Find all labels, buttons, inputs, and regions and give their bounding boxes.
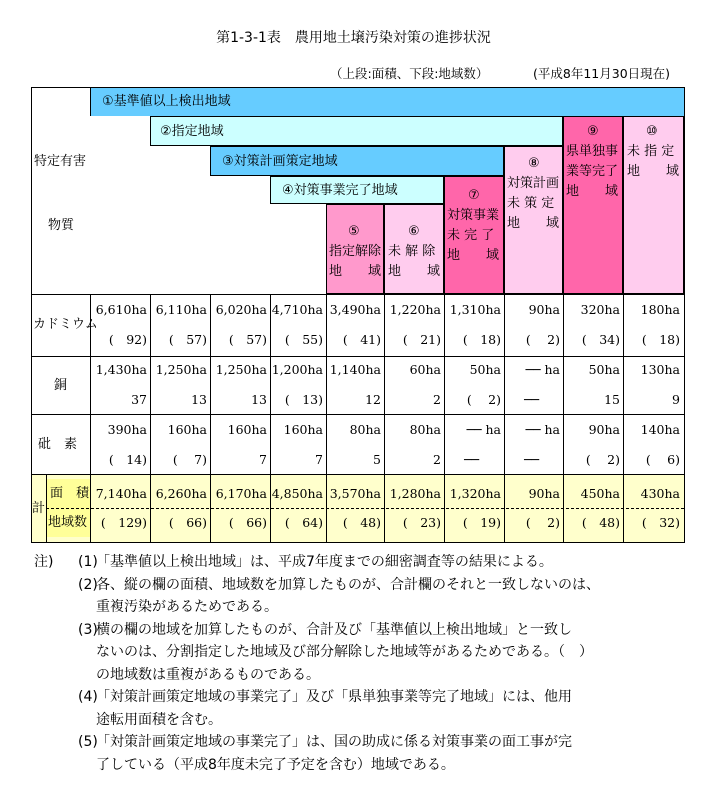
copper-count-10: 9 <box>672 392 680 407</box>
arsenic-area-9: 90ha <box>588 422 620 437</box>
substance-header-2: 物質 <box>48 218 75 233</box>
copper-area-10: 130ha <box>640 362 680 377</box>
total-count-9: ( 48) <box>581 515 620 530</box>
cadmium-area-6: 1,220ha <box>389 302 441 317</box>
note-2 <box>34 574 694 619</box>
cadmium-area-5: 3,490ha <box>329 302 381 317</box>
page-title: 第1-3-1表 農用地土壌汚染対策の進捗状況 <box>216 30 491 46</box>
cadmium-count-3: ( 57) <box>228 332 267 347</box>
header-9-box <box>563 116 623 294</box>
as-of-date: (平成8年11月30日現在) <box>533 66 671 81</box>
copper-count-5: 12 <box>365 392 381 407</box>
header-1: ①基準値以上検出地域 <box>102 94 231 109</box>
copper-area-1: 1,430ha <box>95 362 147 377</box>
arsenic-count-10: ( 6) <box>645 452 680 467</box>
row-label-copper: 銅 <box>54 378 68 393</box>
note-2-line-2: 重複汚染があるためである。 <box>96 599 278 615</box>
copper-area-6: 60ha <box>409 362 441 377</box>
total-area-3: 6,170ha <box>215 486 267 501</box>
note-4-num: (4) <box>78 689 98 705</box>
cadmium-count-5: ( 41) <box>342 332 381 347</box>
header-8-num: ⑧ <box>528 156 540 171</box>
arsenic-count-4: 7 <box>315 452 323 467</box>
header-5-num: ⑤ <box>348 224 360 239</box>
total-area-1: 7,140ha <box>95 486 147 501</box>
note-2-num: (2) <box>78 576 98 593</box>
rule-header-bottom <box>32 294 684 295</box>
row-label-cadmium: カドミウム <box>33 317 98 332</box>
arsenic-area-10: 140ha <box>640 422 680 437</box>
cadmium-count-4: ( 55) <box>284 332 323 347</box>
note-3-num: (3) <box>78 621 98 638</box>
cadmium-area-4: 4,710ha <box>271 302 323 317</box>
progress-table <box>31 87 685 543</box>
total-area-7: 1,320ha <box>449 486 501 501</box>
arsenic-count-1: ( 14) <box>108 452 147 467</box>
cadmium-area-3: 6,020ha <box>215 302 267 317</box>
note-1-num: (1) <box>78 554 98 570</box>
header-3: ③対策計画策定地域 <box>222 154 338 169</box>
arsenic-area-8: ── ha <box>525 422 560 437</box>
cadmium-count-6: ( 21) <box>402 332 441 347</box>
header-4: ④対策事業完了地域 <box>282 183 398 198</box>
copper-area-5: 1,140ha <box>329 362 381 377</box>
total-count-5: ( 48) <box>342 515 381 530</box>
copper-count-8: ── <box>524 392 540 407</box>
header-10-box <box>623 116 684 294</box>
header-6-num: ⑥ <box>408 224 420 239</box>
arsenic-area-3: 160ha <box>227 422 267 437</box>
arsenic-area-7: ── ha <box>466 422 501 437</box>
total-area-6: 1,280ha <box>389 486 441 501</box>
cadmium-count-9: ( 34) <box>581 332 620 347</box>
arsenic-area-4: 160ha <box>283 422 323 437</box>
header-2: ②指定地域 <box>160 124 224 139</box>
rule-row-2 <box>32 414 684 415</box>
substance-header: 特定有害 <box>34 154 87 169</box>
header-7-line1: 対策事業 <box>447 208 500 223</box>
total-count-4: ( 64) <box>284 515 323 530</box>
total-divider <box>46 508 684 509</box>
cadmium-count-1: ( 92) <box>108 332 147 347</box>
arsenic-count-3: 7 <box>259 452 267 467</box>
total-count-1: ( 129) <box>100 515 147 530</box>
header-9-line3: 地 域 <box>566 184 619 199</box>
note-3-line-2: ないのは、分割指定した地域及び部分解除した地域等があるためである。（ ） <box>96 644 593 660</box>
total-area-5: 3,570ha <box>329 486 381 501</box>
copper-count-3: 13 <box>251 392 267 407</box>
arsenic-count-9: ( 2) <box>585 452 620 467</box>
subtitle: （上段:面積、下段:地域数） <box>330 66 489 81</box>
arsenic-count-7: ── <box>464 452 480 467</box>
copper-count-6: 2 <box>433 392 441 407</box>
header-10-line2: 地 域 <box>627 164 680 179</box>
cadmium-area-10: 180ha <box>640 302 680 317</box>
header-5-line2: 地 域 <box>329 264 382 279</box>
note-3 <box>34 619 694 687</box>
total-count-label: 地域数 <box>48 515 88 530</box>
copper-count-4: ( 13) <box>284 392 323 407</box>
cadmium-area-2: 6,110ha <box>155 302 207 317</box>
copper-area-9: 50ha <box>588 362 620 377</box>
copper-count-1: 37 <box>131 392 147 407</box>
copper-count-7: ( 2) <box>466 392 501 407</box>
total-area-4: 4,850ha <box>271 486 323 501</box>
arsenic-count-6: 2 <box>433 452 441 467</box>
header-6-line1: 未 解 除 <box>388 244 436 259</box>
arsenic-area-6: 80ha <box>409 422 441 437</box>
copper-area-2: 1,250ha <box>155 362 207 377</box>
copper-area-4: 1,200ha <box>271 362 323 377</box>
arsenic-count-8: ── <box>524 452 540 467</box>
header-8-line3: 地 域 <box>507 216 560 231</box>
total-count-2: ( 66) <box>168 515 207 530</box>
total-area-10: 430ha <box>640 486 680 501</box>
cadmium-area-9: 320ha <box>580 302 620 317</box>
total-count-3: ( 66) <box>228 515 267 530</box>
note-4-line-2: 途転用面積を含む。 <box>96 711 222 728</box>
header-8-line2: 未 策 定 <box>507 196 555 211</box>
note-5-line-1: 「対策計画策定地域の事業完了」は、国の助成に係る対策事業の面工事が完 <box>96 734 572 750</box>
header-10-line1: 未 指 定 <box>627 144 675 159</box>
notes <box>34 551 694 776</box>
cadmium-count-7: ( 18) <box>462 332 501 347</box>
arsenic-area-2: 160ha <box>167 422 207 437</box>
note-3-line-3: の地域数は重複があるものである。 <box>96 666 320 683</box>
header-9-num: ⑨ <box>587 124 599 139</box>
note-4-line-1: 「対策計画策定地域の事業完了」及び「県単独事業等完了地域」には、他用 <box>96 689 572 705</box>
cadmium-count-10: ( 18) <box>641 332 680 347</box>
header-7-line2: 未 完 了 <box>447 228 495 243</box>
notes-head: 注) <box>34 554 54 570</box>
note-5 <box>34 731 694 776</box>
total-area-8: 90ha <box>528 486 560 501</box>
header-7-num: ⑦ <box>468 188 480 203</box>
total-count-7: ( 19) <box>462 515 501 530</box>
cadmium-area-7: 1,310ha <box>449 302 501 317</box>
cadmium-area-8: 90ha <box>528 302 560 317</box>
rule-row-1 <box>32 356 684 357</box>
note-2-line-1: 各、縦の欄の面積、地域数を加算したものが、合計欄のそれと一致しないのは、 <box>96 576 600 593</box>
total-area-label: 面 積 <box>50 486 90 501</box>
total-count-10: ( 32) <box>641 515 680 530</box>
header-9-line1: 県単独事 <box>566 144 619 159</box>
cadmium-area-1: 6,610ha <box>95 302 147 317</box>
total-label: 計 <box>32 501 46 516</box>
total-area-2: 6,260ha <box>155 486 207 501</box>
total-label-line <box>46 474 47 542</box>
cadmium-count-8: ( 2) <box>525 332 560 347</box>
header-10-num: ⑩ <box>646 124 658 139</box>
note-3-line-1: 横の欄の地域を加算したものが、合計及び「基準値以上検出地域」と一致し <box>96 621 572 638</box>
note-5-line-2: 了している（平成8年度未完了予定を含む）地域である。 <box>96 756 455 773</box>
arsenic-area-1: 390ha <box>107 422 147 437</box>
arsenic-area-5: 80ha <box>349 422 381 437</box>
arsenic-count-5: 5 <box>373 452 381 467</box>
total-count-6: ( 23) <box>402 515 441 530</box>
cadmium-count-2: ( 57) <box>168 332 207 347</box>
header-5-line1: 指定解除 <box>329 244 382 259</box>
row-label-arsenic: 砒 素 <box>38 437 78 452</box>
note-4 <box>34 686 694 731</box>
arsenic-count-2: ( 7) <box>172 452 207 467</box>
total-count-8: ( 2) <box>525 515 560 530</box>
header-6-line2: 地 域 <box>388 264 441 279</box>
copper-area-8: ── ha <box>525 362 560 377</box>
copper-count-2: 13 <box>191 392 207 407</box>
header-8-line1: 対策計画 <box>507 176 560 191</box>
total-area-9: 450ha <box>580 486 620 501</box>
note-1-text: 「基準値以上検出地域」は、平成7年度までの細密調査等の結果による。 <box>96 554 553 570</box>
header-9-line2: 業等完了 <box>566 164 619 179</box>
copper-count-9: 15 <box>604 392 620 407</box>
copper-area-3: 1,250ha <box>215 362 267 377</box>
copper-area-7: 50ha <box>469 362 501 377</box>
note-1 <box>34 551 694 574</box>
note-5-num: (5) <box>78 734 98 750</box>
header-7-line3: 地 域 <box>447 248 500 263</box>
